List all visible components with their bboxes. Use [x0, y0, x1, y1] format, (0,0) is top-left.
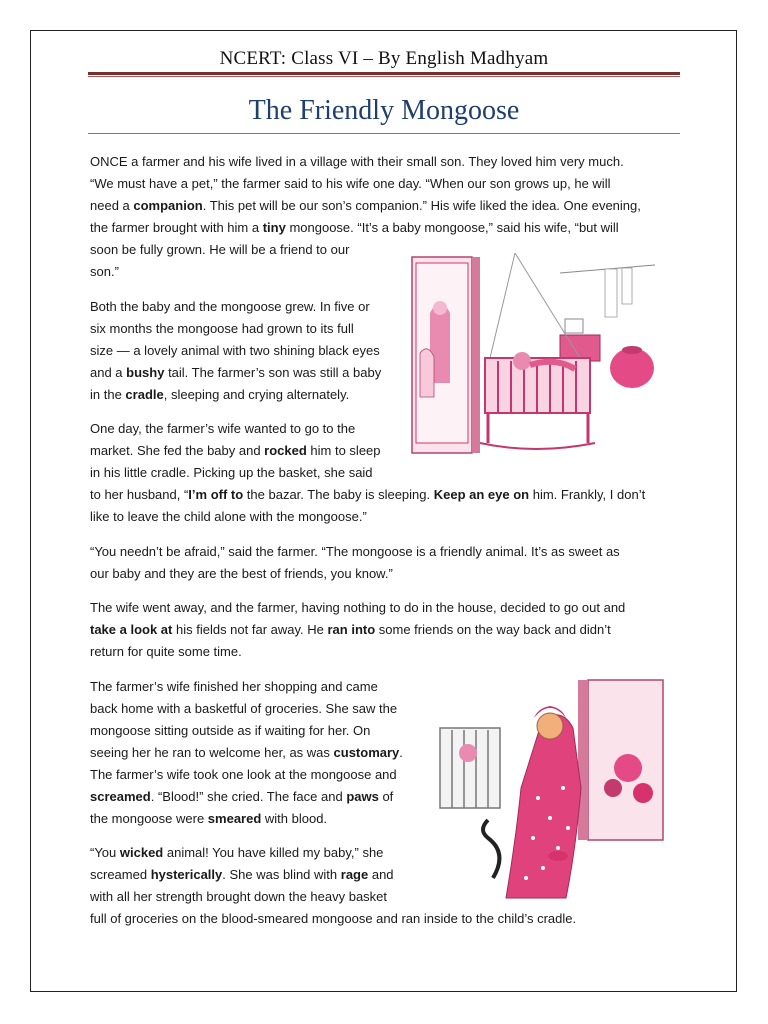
- text-run: “You needn’t be afraid,” said the farmer. “The mongoose is a friendly animal. It’s as sweet as: [90, 544, 620, 559]
- page-header: NCERT: Class VI – By English Madhyam: [219, 48, 549, 69]
- vocab-word: rage: [340, 867, 369, 882]
- text-line: [90, 384, 381, 406]
- text-run: the mongoose were: [90, 811, 208, 826]
- text-run: six months the mongoose had grown to its full: [90, 321, 354, 336]
- text-run: . This pet will be our son’s companion.” His wife liked the idea. One evening,: [202, 198, 641, 213]
- text-run: his fields not far away. He: [172, 622, 328, 637]
- text-run: seeing her he ran to welcome her, as was: [90, 745, 334, 760]
- text-line: [90, 676, 403, 698]
- text-line: [90, 340, 381, 362]
- text-run: of: [378, 789, 394, 804]
- text-run: “You: [90, 845, 120, 860]
- text-line: [90, 641, 625, 663]
- text-run: back home with a basketful of groceries. She saw the: [90, 701, 398, 716]
- text-line: [90, 506, 645, 528]
- text-run: . She was blind with: [222, 867, 341, 882]
- text-line: [90, 563, 620, 585]
- title-rule: [88, 133, 680, 134]
- vocab-word: ran into: [327, 622, 376, 637]
- paragraph-6: [90, 676, 403, 830]
- vocab-word: Keep an eye on: [433, 487, 530, 502]
- text-run: some friends on the way back and didn’t: [375, 622, 611, 637]
- text-run: to her husband, “: [90, 487, 189, 502]
- text-run: like to leave the child alone with the mongoose.”: [90, 509, 367, 524]
- text-run: in his little cradle. Picking up the basket, she said: [90, 465, 373, 480]
- text-run: return for quite some time.: [90, 644, 242, 659]
- text-run: Both the baby and the mongoose grew. In five or: [90, 299, 370, 314]
- text-run: son.”: [90, 264, 119, 279]
- text-line: [90, 742, 403, 764]
- text-line: [90, 195, 641, 217]
- text-run: soon be fully grown. He will be a friend to our: [90, 242, 350, 257]
- text-run: with blood.: [261, 811, 328, 826]
- text-run: the farmer brought with him a: [90, 220, 263, 235]
- text-run: screamed: [90, 867, 151, 882]
- vocab-word: bushy: [126, 365, 165, 380]
- vocab-word: cradle: [125, 387, 164, 402]
- paragraph-5: [90, 597, 625, 663]
- paragraph-4: [90, 541, 620, 585]
- text-run: ONCE a farmer and his wife lived in a village with their small son. They loved him very much.: [90, 154, 624, 169]
- text-line: [90, 318, 381, 340]
- vocab-word: customary: [333, 745, 400, 760]
- text-run: The farmer’s wife finished her shopping and came: [90, 679, 378, 694]
- text-run: our baby and they are the best of friends, you know.”: [90, 566, 393, 581]
- text-run: tail. The farmer’s son was still a baby: [164, 365, 382, 380]
- text-line: [90, 808, 403, 830]
- text-run: and: [368, 867, 394, 882]
- text-line: [90, 597, 625, 619]
- text-run: mongoose sitting outside as if waiting for her. On: [90, 723, 371, 738]
- text-run: The wife went away, and the farmer, having nothing to do in the house, decided to go out and: [90, 600, 626, 615]
- vocab-word: companion: [133, 198, 203, 213]
- cradle-illustration: [410, 253, 662, 458]
- header-rule: [88, 72, 680, 75]
- text-line: [90, 362, 381, 384]
- text-run: market. She fed the baby and: [90, 443, 265, 458]
- text-line: [90, 296, 381, 318]
- text-line: [90, 720, 403, 742]
- vocab-word: screamed: [90, 789, 151, 804]
- text-run: him. Frankly, I don’t: [529, 487, 646, 502]
- text-line: [90, 698, 403, 720]
- vocab-word: take a look at: [90, 622, 173, 637]
- text-line: [90, 908, 576, 930]
- vocab-word: paws: [346, 789, 379, 804]
- paragraph-2: [90, 296, 381, 406]
- text-line: [90, 619, 625, 641]
- text-run: with all her strength brought down the heavy basket: [90, 889, 388, 904]
- text-run: .: [399, 745, 403, 760]
- text-line: [90, 541, 620, 563]
- text-run: and a: [90, 365, 127, 380]
- screaming-wife-illustration: [438, 678, 665, 900]
- text-run: the bazar. The baby is sleeping.: [243, 487, 434, 502]
- text-line: [90, 217, 641, 239]
- text-line: [90, 786, 403, 808]
- text-line: [90, 764, 403, 786]
- vocab-word: tiny: [262, 220, 286, 235]
- text-run: him to sleep: [306, 443, 381, 458]
- text-run: need a: [90, 198, 134, 213]
- vocab-word: rocked: [264, 443, 307, 458]
- vocab-word: I’m off to: [188, 487, 244, 502]
- vocab-word: hysterically: [150, 867, 223, 882]
- vocab-word: wicked: [119, 845, 164, 860]
- text-run: . “Blood!” she cried. The face and: [150, 789, 347, 804]
- text-run: “We must have a pet,” the farmer said to his wife one day. “When our son grows up, he will: [90, 176, 611, 191]
- header-rule-thin: [88, 76, 680, 77]
- text-run: full of groceries on the blood-smeared mongoose and ran inside to the child’s cradle.: [90, 911, 577, 926]
- text-line: [90, 484, 645, 506]
- text-run: mongoose. “It’s a baby mongoose,” said his wife, “but will: [285, 220, 619, 235]
- text-line: [90, 462, 645, 484]
- text-run: The farmer’s wife took one look at the mongoose and: [90, 767, 397, 782]
- text-run: size — a lovely animal with two shining black eyes: [90, 343, 380, 358]
- text-line: [90, 173, 641, 195]
- text-run: animal! You have killed my baby,” she: [163, 845, 384, 860]
- page-title: The Friendly Mongoose: [248, 95, 520, 126]
- text-run: in the: [90, 387, 126, 402]
- text-run: One day, the farmer’s wife wanted to go to the: [90, 421, 356, 436]
- vocab-word: smeared: [207, 811, 262, 826]
- text-run: , sleeping and crying alternately.: [163, 387, 350, 402]
- text-line: [90, 151, 641, 173]
